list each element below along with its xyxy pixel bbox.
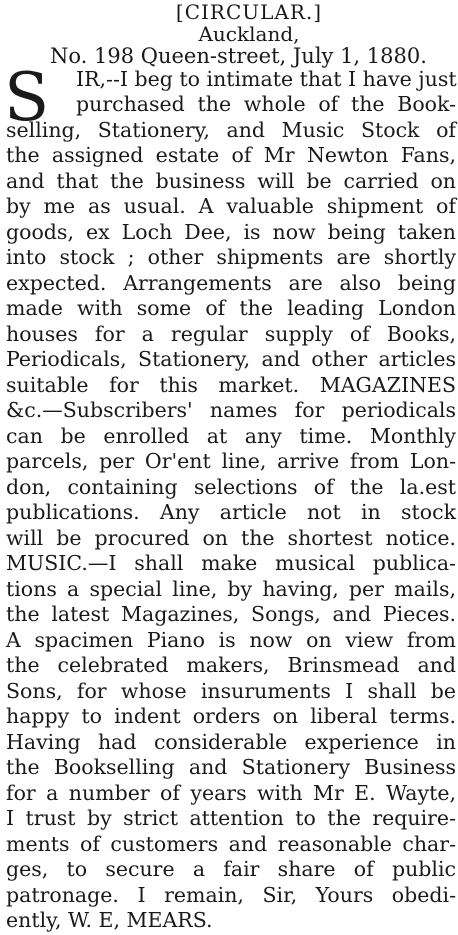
text-line: happy to indent orders on liberal terms. — [6, 704, 456, 729]
text-line: don, containing selections of the la.est — [6, 474, 456, 499]
drop-cap: S — [4, 59, 48, 136]
text-line: ments of customers and reasonable char- — [6, 831, 456, 856]
text-line: will be procured on the shortest notice. — [6, 525, 456, 550]
text-line: and that the business will be carried on — [6, 168, 456, 193]
text-line: by me as usual. A valuable shipment of — [6, 194, 456, 219]
text-line: the latest Magazines, Songs, and Pieces. — [6, 602, 456, 627]
text-line: A spacimen Piano is now on view from — [6, 627, 456, 652]
text-line: the Bookselling and Stationery Business — [6, 755, 456, 780]
text-line: ges, to secure a fair share of public — [6, 857, 456, 882]
text-line: made with some of the leading London — [6, 296, 456, 321]
text-line: expected. Arrangements are also being — [6, 270, 456, 295]
text-line: suitable for this market. MAGAZINES — [6, 372, 456, 397]
city-line: Auckland, — [198, 22, 300, 46]
text-line: patronage. I remain, Sir, Yours obedi- — [6, 882, 456, 907]
text-line: publications. Any article not in stock — [6, 500, 456, 525]
circular-heading: [CIRCULAR.] — [175, 0, 323, 24]
text-line: &c.—Subscribers' names for periodicals — [6, 398, 456, 423]
text-line: goods, ex Loch Dee, is now being taken — [6, 219, 456, 244]
text-line: tions a special line, by having, per mails, — [6, 576, 456, 601]
text-line: Sons, for whose insuruments I shall be — [6, 678, 456, 703]
address-date-line: No. 198 Queen-street, July 1, 1880. — [50, 44, 427, 68]
text-line: into stock ; other shipments are shortly — [6, 245, 456, 270]
text-line: I trust by strict attention to the require- — [6, 806, 456, 831]
text-line: houses for a regular supply of Books, — [6, 321, 456, 346]
text-line: Periodicals, Stationery, and other articles — [6, 347, 456, 372]
text-line: selling, Stationery, and Music Stock of — [6, 117, 456, 142]
text-line: purchased the whole of the Book- — [76, 92, 456, 117]
signature-line: ently, W. E, MEARS. — [6, 908, 213, 932]
text-line: MUSIC.—I shall make musical publica- — [6, 551, 456, 576]
text-line: for a number of years with Mr E. Wayte, — [6, 780, 456, 805]
text-line: Having had considerable experience in — [6, 729, 456, 754]
text-line: IR,--I beg to intimate that I have just — [76, 67, 457, 91]
text-line: can be enrolled at any time. Monthly — [6, 423, 456, 448]
text-line: parcels, per Or'ent line, arrive from Lon- — [6, 449, 456, 474]
text-line: the assigned estate of Mr Newton Fans, — [6, 143, 456, 168]
text-line: the celebrated makers, Brinsmead and — [6, 653, 456, 678]
